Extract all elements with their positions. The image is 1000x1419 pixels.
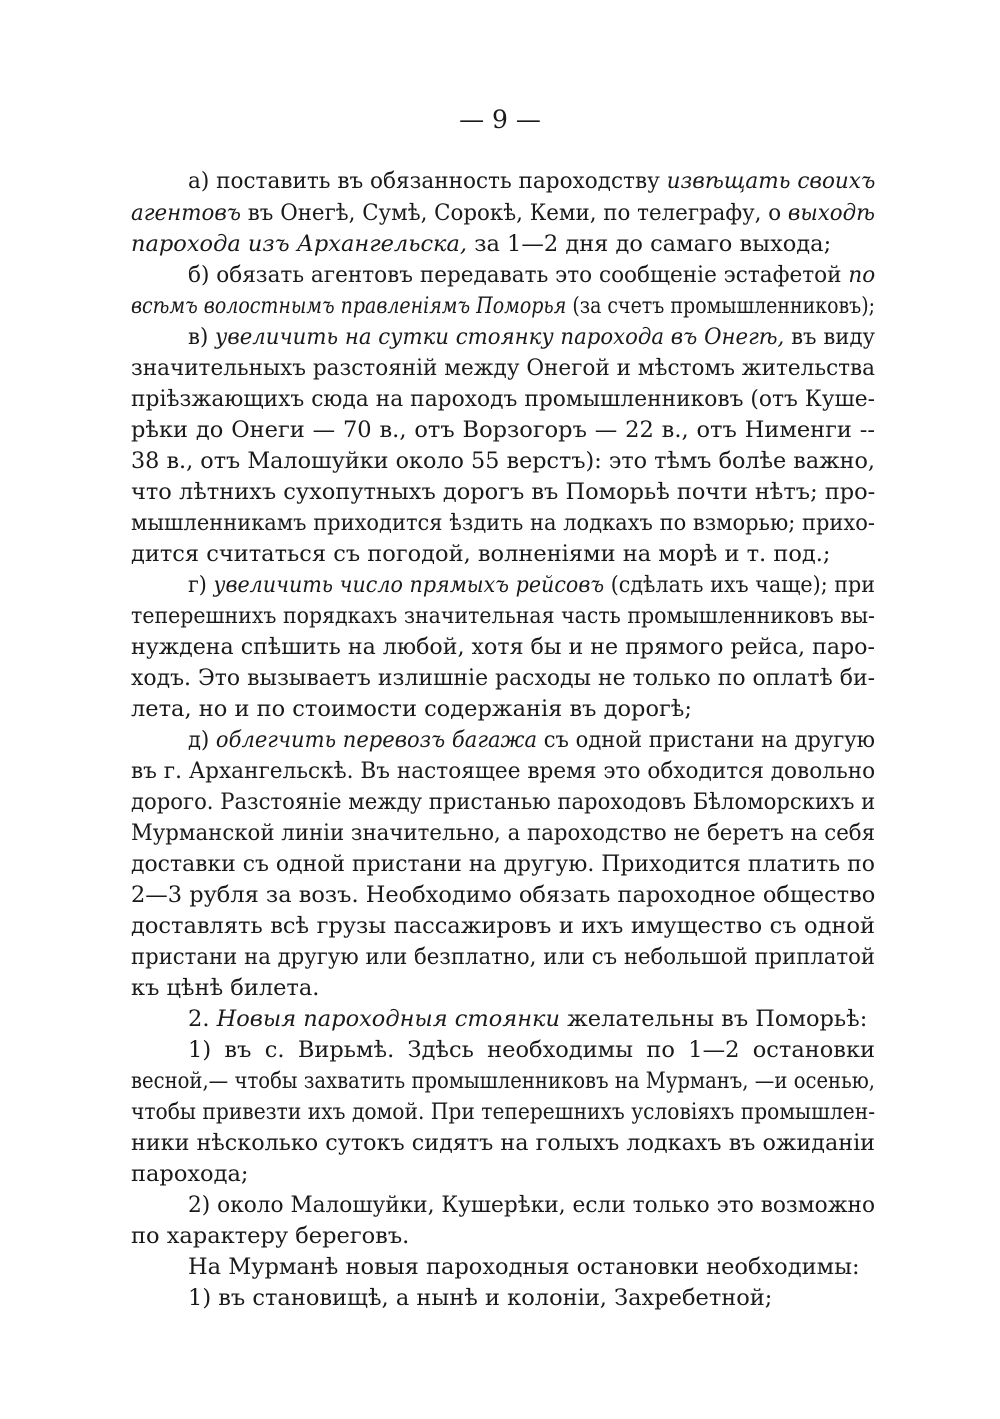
text-run: значительныхъ разстоянiй между Онегой и мѣстомъ жительства: [131, 355, 875, 381]
text-line: [131, 446, 875, 476]
text-run: дится считаться съ погодой, волненiями на морѣ и т. под.;: [131, 541, 831, 567]
text-line: [131, 1128, 875, 1158]
italic-run: по: [848, 262, 876, 288]
text-line: [188, 260, 875, 290]
italic-run: увеличить число прямыхъ рейсовъ: [213, 572, 605, 598]
text-run: желательны въ Поморьѣ:: [559, 1006, 868, 1032]
text-run: 2.: [188, 1006, 217, 1032]
text-run: доставки съ одной пристани на другую. Приходится платить по: [131, 851, 875, 877]
text-line: [131, 415, 875, 445]
text-line: [131, 601, 875, 631]
text-run: а) поставить въ обязанность пароходству: [188, 168, 667, 194]
text-line: [131, 353, 875, 383]
italic-run: Новыя пароходныя стоянки: [216, 1006, 560, 1032]
text-line: [131, 942, 875, 972]
text-run: за 1—2 дня до самаго выхода;: [467, 231, 832, 257]
text-line: [188, 1035, 875, 1065]
text-line: [131, 1221, 875, 1251]
text-line: [131, 1097, 875, 1127]
text-run: рѣки до Онеги — 70 в., отъ Ворзогоръ — 22 в., отъ Нименги --: [131, 417, 875, 443]
text-run: съ одной пристани на другую: [537, 727, 876, 753]
text-run: нуждена спѣшить на любой, хотя бы и не прямого рейса, паро-: [131, 634, 875, 660]
text-line: [188, 570, 875, 600]
text-line: [131, 384, 875, 414]
text-run: Мурманской линiи значительно, а пароходство не беретъ на себя: [131, 820, 876, 846]
text-run: 2) около Малошуйки, Кушерѣки, если только это возможно: [188, 1192, 876, 1218]
text-run: ники нѣсколько сутокъ сидятъ на голыхъ лодкахъ въ ожиданiи: [131, 1130, 876, 1156]
italic-run: выходѣ: [787, 200, 876, 226]
italic-run: извѣщать своихъ: [666, 168, 876, 194]
text-run: что лѣтнихъ сухопутныхъ дорогъ въ Поморьѣ почти нѣтъ; про-: [131, 479, 876, 505]
text-line: [131, 1066, 875, 1096]
text-run: (за счетъ промышленниковъ);: [566, 293, 876, 319]
text-run: доставлять всѣ грузы пассажировъ и ихъ имущество съ одной: [131, 913, 875, 939]
text-line: [131, 508, 875, 538]
text-run: На Мурманѣ новыя пароходныя остановки необходимы:: [188, 1254, 860, 1280]
text-run: мышленникамъ приходится ѣздить на лодкахъ по взморью; прихо-: [131, 510, 875, 536]
text-line: [131, 880, 875, 910]
text-run: дорого. Разстоянiе между пристанью пароходовъ Бѣломорскихъ и: [131, 789, 876, 815]
text-line: [131, 663, 875, 693]
italic-run: облегчить перевозъ багажа: [215, 727, 538, 753]
text-run: въ г. Архангельскѣ. Въ настоящее время это обходится довольно: [131, 758, 875, 784]
text-run: в): [188, 324, 216, 350]
text-run: чтобы привезти ихъ домой. При теперешнихъ условiяхъ промышлен-: [131, 1099, 876, 1125]
text-run: въ виду: [784, 324, 876, 350]
text-line: [131, 1159, 875, 1189]
text-line: [131, 291, 875, 321]
text-line: [131, 198, 875, 228]
text-run: ходъ. Это вызываетъ излишнiе расходы не только по оплатѣ би-: [131, 665, 876, 691]
text-run: лета, но и по стоимости содержанiя въ дорогѣ;: [131, 696, 692, 722]
text-line: [188, 725, 875, 755]
text-run: по характеру береговъ.: [131, 1223, 410, 1249]
text-line: [131, 694, 875, 724]
text-run: въ Онегѣ, Сумѣ, Сорокѣ, Кеми, по телеграфу, о: [240, 200, 788, 226]
italic-run: агентовъ: [131, 200, 241, 226]
text-line: [188, 166, 875, 196]
text-line: [131, 229, 875, 259]
text-run: 1) въ становищѣ, а нынѣ и колонiи, Захребетной;: [188, 1285, 773, 1311]
text-line: [188, 1190, 875, 1220]
text-run: (сдѣлать ихъ чаще); при: [604, 572, 875, 598]
text-run: парохода;: [131, 1161, 249, 1187]
text-line: [131, 911, 875, 941]
italic-run: всѣмъ волостнымъ правленiямъ Поморья: [131, 293, 567, 319]
text-run: 38 в., отъ Малошуйки около 55 верстъ): это тѣмъ болѣе важно,: [131, 448, 876, 474]
text-line: [188, 1283, 875, 1313]
text-line: [131, 539, 875, 569]
text-line: [131, 818, 875, 848]
text-run: б) обязать агентовъ передавать это сообщенiе эстафетой: [188, 262, 849, 288]
text-run: весной,— чтобы захватить промышленниковъ на Мурманъ, —и осенью,: [131, 1068, 876, 1094]
text-run: пристани на другую или безплатно, или съ небольшой приплатой: [131, 944, 876, 970]
text-run: 2—3 рубля за возъ. Необходимо обязать пароходное общество: [131, 882, 876, 908]
text-line: [131, 756, 875, 786]
text-run: къ цѣнѣ билета.: [131, 975, 320, 1001]
text-line: [131, 632, 875, 662]
text-line: [131, 477, 875, 507]
text-line: [131, 787, 875, 817]
text-line: [131, 973, 875, 1003]
text-run: 1) въ с. Вирьмѣ. Здѣсь необходимы по 1—2 остановки: [188, 1037, 875, 1063]
text-run: д): [188, 727, 216, 753]
text-run: г): [188, 572, 214, 598]
text-run: прiѣзжающихъ сюда на пароходъ промышленниковъ (отъ Куше-: [131, 386, 876, 412]
page-number: — 9 —: [459, 105, 541, 134]
italic-run: парохода изъ Архангельска,: [131, 231, 468, 257]
text-line: [131, 849, 875, 879]
text-line: [188, 1004, 875, 1034]
italic-run: увеличить на сутки стоянку парохода въ Онегѣ,: [215, 324, 785, 350]
text-line: [188, 322, 875, 352]
text-run: теперешнихъ порядкахъ значительная часть промышленниковъ вы-: [131, 603, 875, 629]
text-line: [188, 1252, 875, 1282]
